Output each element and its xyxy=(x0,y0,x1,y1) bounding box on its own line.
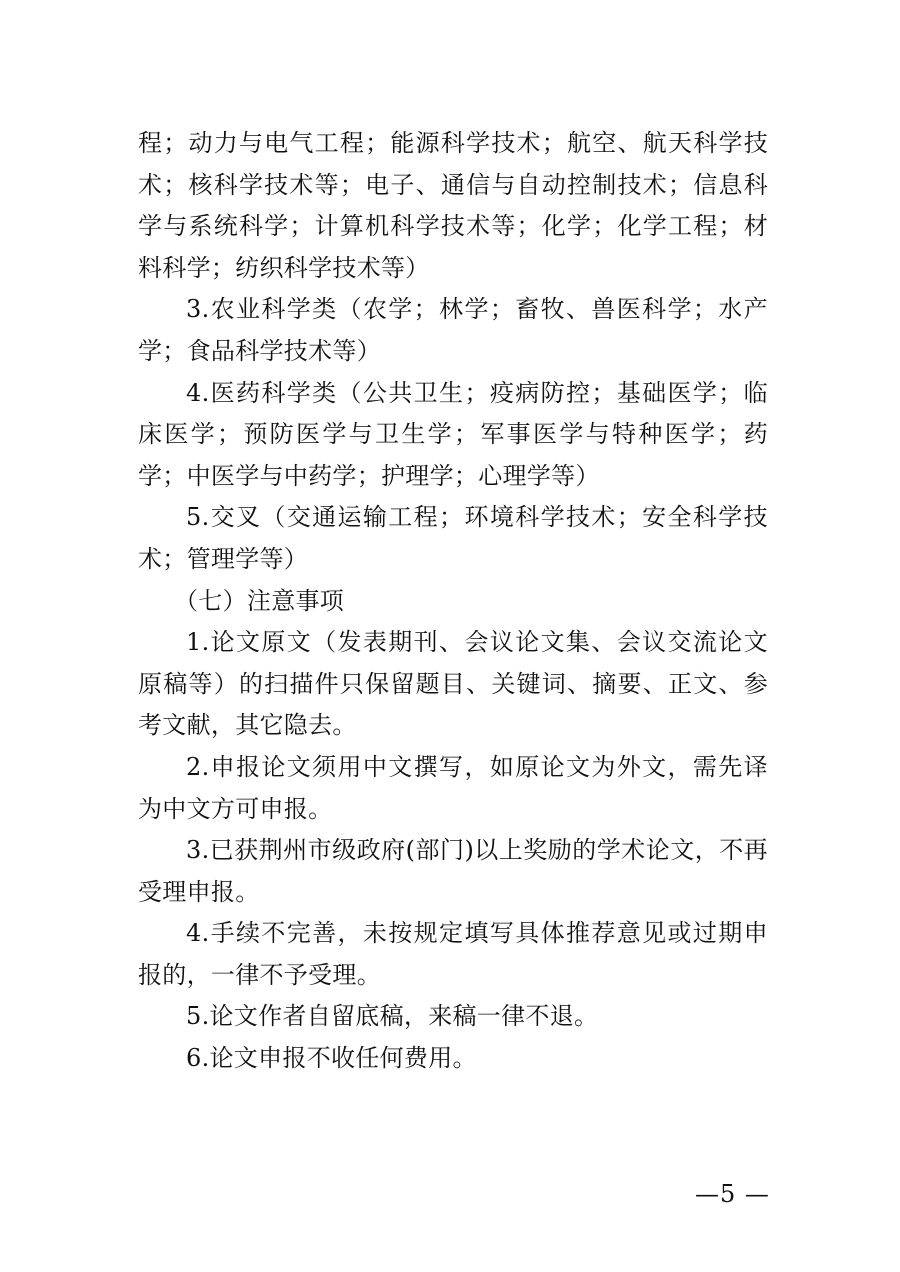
note-item-2: 2.申报论文须用中文撰写，如原论文为外文，需先译为中文方可申报。 xyxy=(138,752,768,823)
note-item-1: 1.论文原文（发表期刊、会议论文集、会议交流论文原稿等）的扫描件只保留题目、关键词、摘要、正文、参考文献，其它隐去。 xyxy=(138,628,768,740)
paragraph-medicine-category: 4.医药科学类（公共卫生；疫病防控；基础医学；临床医学；预防医学与卫生学；军事医学与特种医学；药学；中医学与中药学；护理学；心理学等） xyxy=(138,378,768,490)
note-item-3: 3.已获荆州市级政府(部门)以上奖励的学术论文，不再受理申报。 xyxy=(138,836,768,906)
paragraph-agriculture-category: 3.农业科学类（农学；林学；畜牧、兽医科学；水产学；食品科学技术等） xyxy=(138,295,768,365)
note-item-4: 4.手续不完善，未按规定填写具体推荐意见或过期申报的，一律不予受理。 xyxy=(138,919,768,989)
note-item-5: 5.论文作者自留底稿，来稿一律不退。 xyxy=(186,1002,599,1031)
paragraph-interdisciplinary-category: 5.交叉（交通运输工程；环境科学技术；安全科学技术；管理学等） xyxy=(138,503,768,573)
document-body xyxy=(138,123,768,1080)
section-heading-notes: （七）注意事项 xyxy=(174,586,345,615)
note-item-6: 6.论文申报不收任何费用。 xyxy=(186,1044,477,1073)
page-number: —5 — xyxy=(695,1180,770,1208)
paragraph-continuation: 程；动力与电气工程；能源科学技术；航空、航天科学技术；核科学技术等；电子、通信与自动控制技术；信息科学与系统科学；计算机科学技术等；化学；化学工程；材料科学；纺织科学技术等） xyxy=(138,129,768,282)
